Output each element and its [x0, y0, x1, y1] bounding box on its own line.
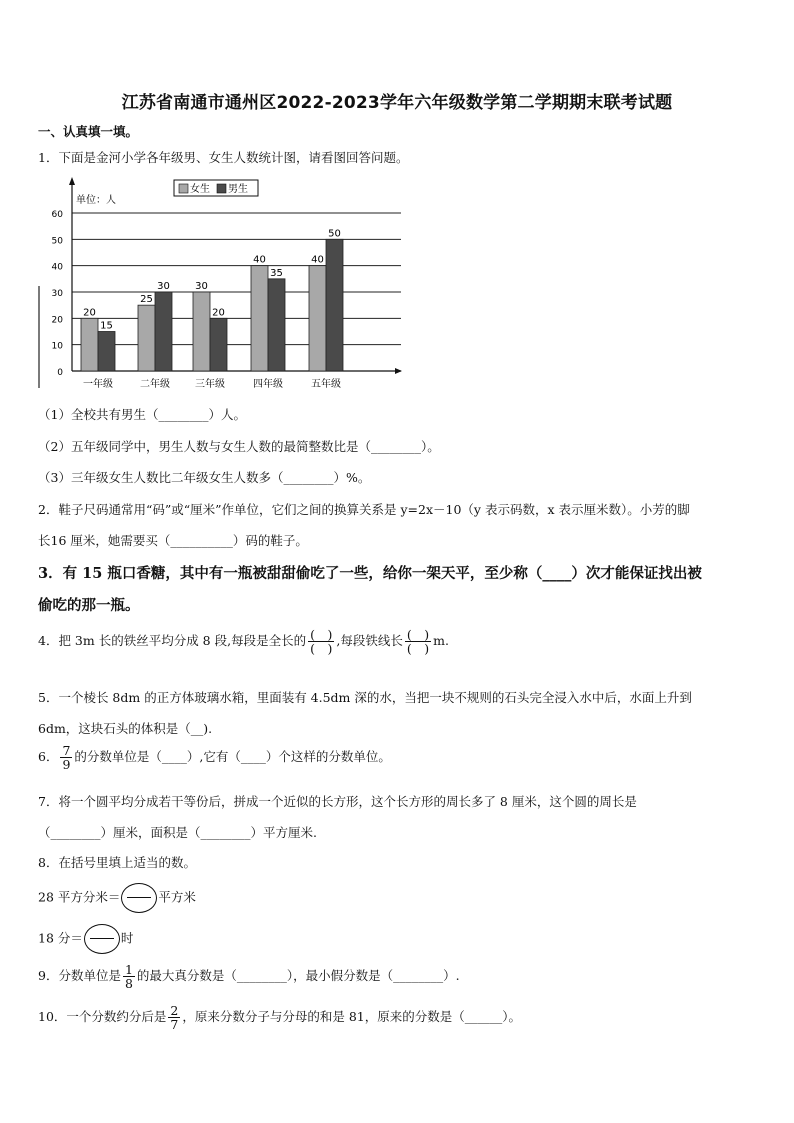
question-8-item-1: [38, 883, 196, 913]
data-label: 30: [195, 281, 208, 292]
page-title: 江苏省南通市通州区2022-2023学年六年级数学第二学期期末联考试题: [121, 93, 673, 113]
x-tick-label: 一年级: [83, 379, 113, 390]
question-9-text: 的最大真分数是（________），最小假分数是（________）.: [136, 968, 460, 984]
question-1-part-2: （2）五年级同学中，男生人数与女生人数的最简整数比是（________）。: [38, 439, 440, 454]
fraction: $\frac{2}{7}$: [170, 1003, 179, 1033]
bar: [326, 239, 343, 371]
question-10-text: 10．一个分数约分后是: [38, 1009, 167, 1025]
data-label: 40: [253, 254, 266, 266]
question-10-text: ，原来分数分子与分母的和是 81，原来的分数是（______）。: [182, 1009, 521, 1025]
bar: [251, 266, 268, 371]
question-8-item-1-unit: 平方米: [158, 889, 196, 905]
data-label: 15: [100, 320, 113, 332]
y-tick-label: 50: [51, 236, 63, 247]
bar: [193, 292, 210, 371]
question-4: [38, 628, 449, 655]
y-tick-label: 10: [51, 341, 63, 352]
data-label: 20: [212, 307, 225, 319]
y-tick-label: 0: [57, 368, 63, 378]
question-4-text: 4．把 3m 长的铁丝平均分成 8 段,每段是全长的: [38, 633, 307, 649]
question-5-line-2: 6dm，这块石头的体积是（__).: [38, 721, 213, 736]
y-axis-arrow: [69, 177, 75, 185]
data-label: 25: [140, 294, 153, 306]
question-3-line-2: 偷吃的那一瓶。: [38, 597, 140, 614]
bar: [81, 318, 98, 371]
question-2-line-1: 2．鞋子尺码通常用“码”或“厘米”作单位，它们之间的换算关系是 y=2x－10（y 表示码数，x 表示厘米数）。小芳的脚: [38, 502, 690, 517]
y-tick-label: 30: [51, 289, 63, 299]
fraction-blank: $\frac{( )}{( )}$: [406, 627, 430, 657]
data-label: 40: [311, 254, 324, 266]
question-7-line-2: （________）厘米，面积是（________）平方厘米.: [38, 825, 317, 840]
fraction: $\frac{1}{8}$: [124, 962, 133, 992]
data-label: 35: [270, 267, 283, 279]
y-tick-label: 20: [51, 315, 63, 326]
question-7-line-1: 7．将一个圆平均分成若干等份后，拼成一个近似的长方形，这个长方形的周长多了 8 厘米，这个圆的周长是: [38, 794, 637, 809]
x-tick-label: 三年级: [195, 379, 225, 390]
bar: [309, 266, 326, 371]
question-8: 8．在括号里填上适当的数。: [38, 855, 196, 870]
bar: [155, 292, 172, 371]
question-8-item-2-text: 18 分＝: [38, 930, 83, 946]
bar: [138, 305, 155, 371]
question-3-line-1: 3．有 15 瓶口香糖，其中有一瓶被甜甜偷吃了一些，给你一架天平，至少称（____）次才能保证找出被: [38, 565, 702, 582]
x-tick-label: 二年级: [140, 379, 170, 390]
legend-swatch: [179, 184, 188, 193]
x-axis-arrow: [395, 368, 402, 374]
question-6: [38, 744, 391, 771]
fraction: $\frac{7}{9}$: [62, 743, 71, 773]
data-label: 20: [83, 307, 96, 319]
data-label: 50: [328, 228, 341, 240]
question-1-part-1: （1）全校共有男生（________）人。: [38, 407, 246, 422]
question-4-text: ,每段铁线长: [336, 633, 403, 649]
question-4-text: m.: [433, 633, 449, 649]
x-tick-label: 五年级: [311, 379, 341, 390]
question-9: [38, 963, 460, 990]
bar: [98, 332, 115, 372]
question-1-part-3: （3）三年级女生人数比二年级女生人数多（________）%。: [38, 470, 371, 485]
fraction-blank: $\frac{( )}{( )}$: [310, 627, 333, 657]
y-tick-label: 60: [51, 210, 63, 220]
legend-swatch: [217, 184, 226, 193]
answer-blank[interactable]: [84, 924, 120, 954]
question-9-text: 9．分数单位是: [38, 968, 121, 984]
question-5-line-1: 5．一个棱长 8dm 的正方体玻璃水箱，里面装有 4.5dm 深的水，当把一块不规则的石头完全浸入水中后，水面上升到: [38, 690, 692, 705]
question-6-text: 的分数单位是（____）,它有（____）个这样的分数单位。: [74, 749, 391, 765]
x-tick-label: 四年级: [253, 379, 283, 390]
data-label: 30: [157, 281, 170, 292]
question-8-item-1-text: 28 平方分米＝: [38, 889, 121, 905]
bar: [268, 279, 285, 371]
question-2-line-2: 长16 厘米，她需要买（__________）码的鞋子。: [38, 533, 308, 548]
answer-blank[interactable]: [121, 883, 157, 913]
question-8-item-2: [38, 924, 133, 954]
legend-label: 女生: [190, 184, 210, 195]
unit-label: 单位：人: [76, 195, 116, 206]
question-10: [38, 1004, 521, 1031]
section-heading: 一、认真填一填。: [38, 124, 139, 139]
question-8-item-2-unit: 时: [120, 930, 134, 946]
question-6-number: 6．: [38, 749, 59, 765]
y-tick-label: 40: [51, 262, 63, 273]
legend-label: 男生: [228, 184, 248, 195]
question-1: 1．下面是金河小学各年级男、女生人数统计图，请看图回答问题。: [38, 150, 409, 165]
bar-chart: [36, 176, 406, 396]
bar: [210, 318, 227, 371]
